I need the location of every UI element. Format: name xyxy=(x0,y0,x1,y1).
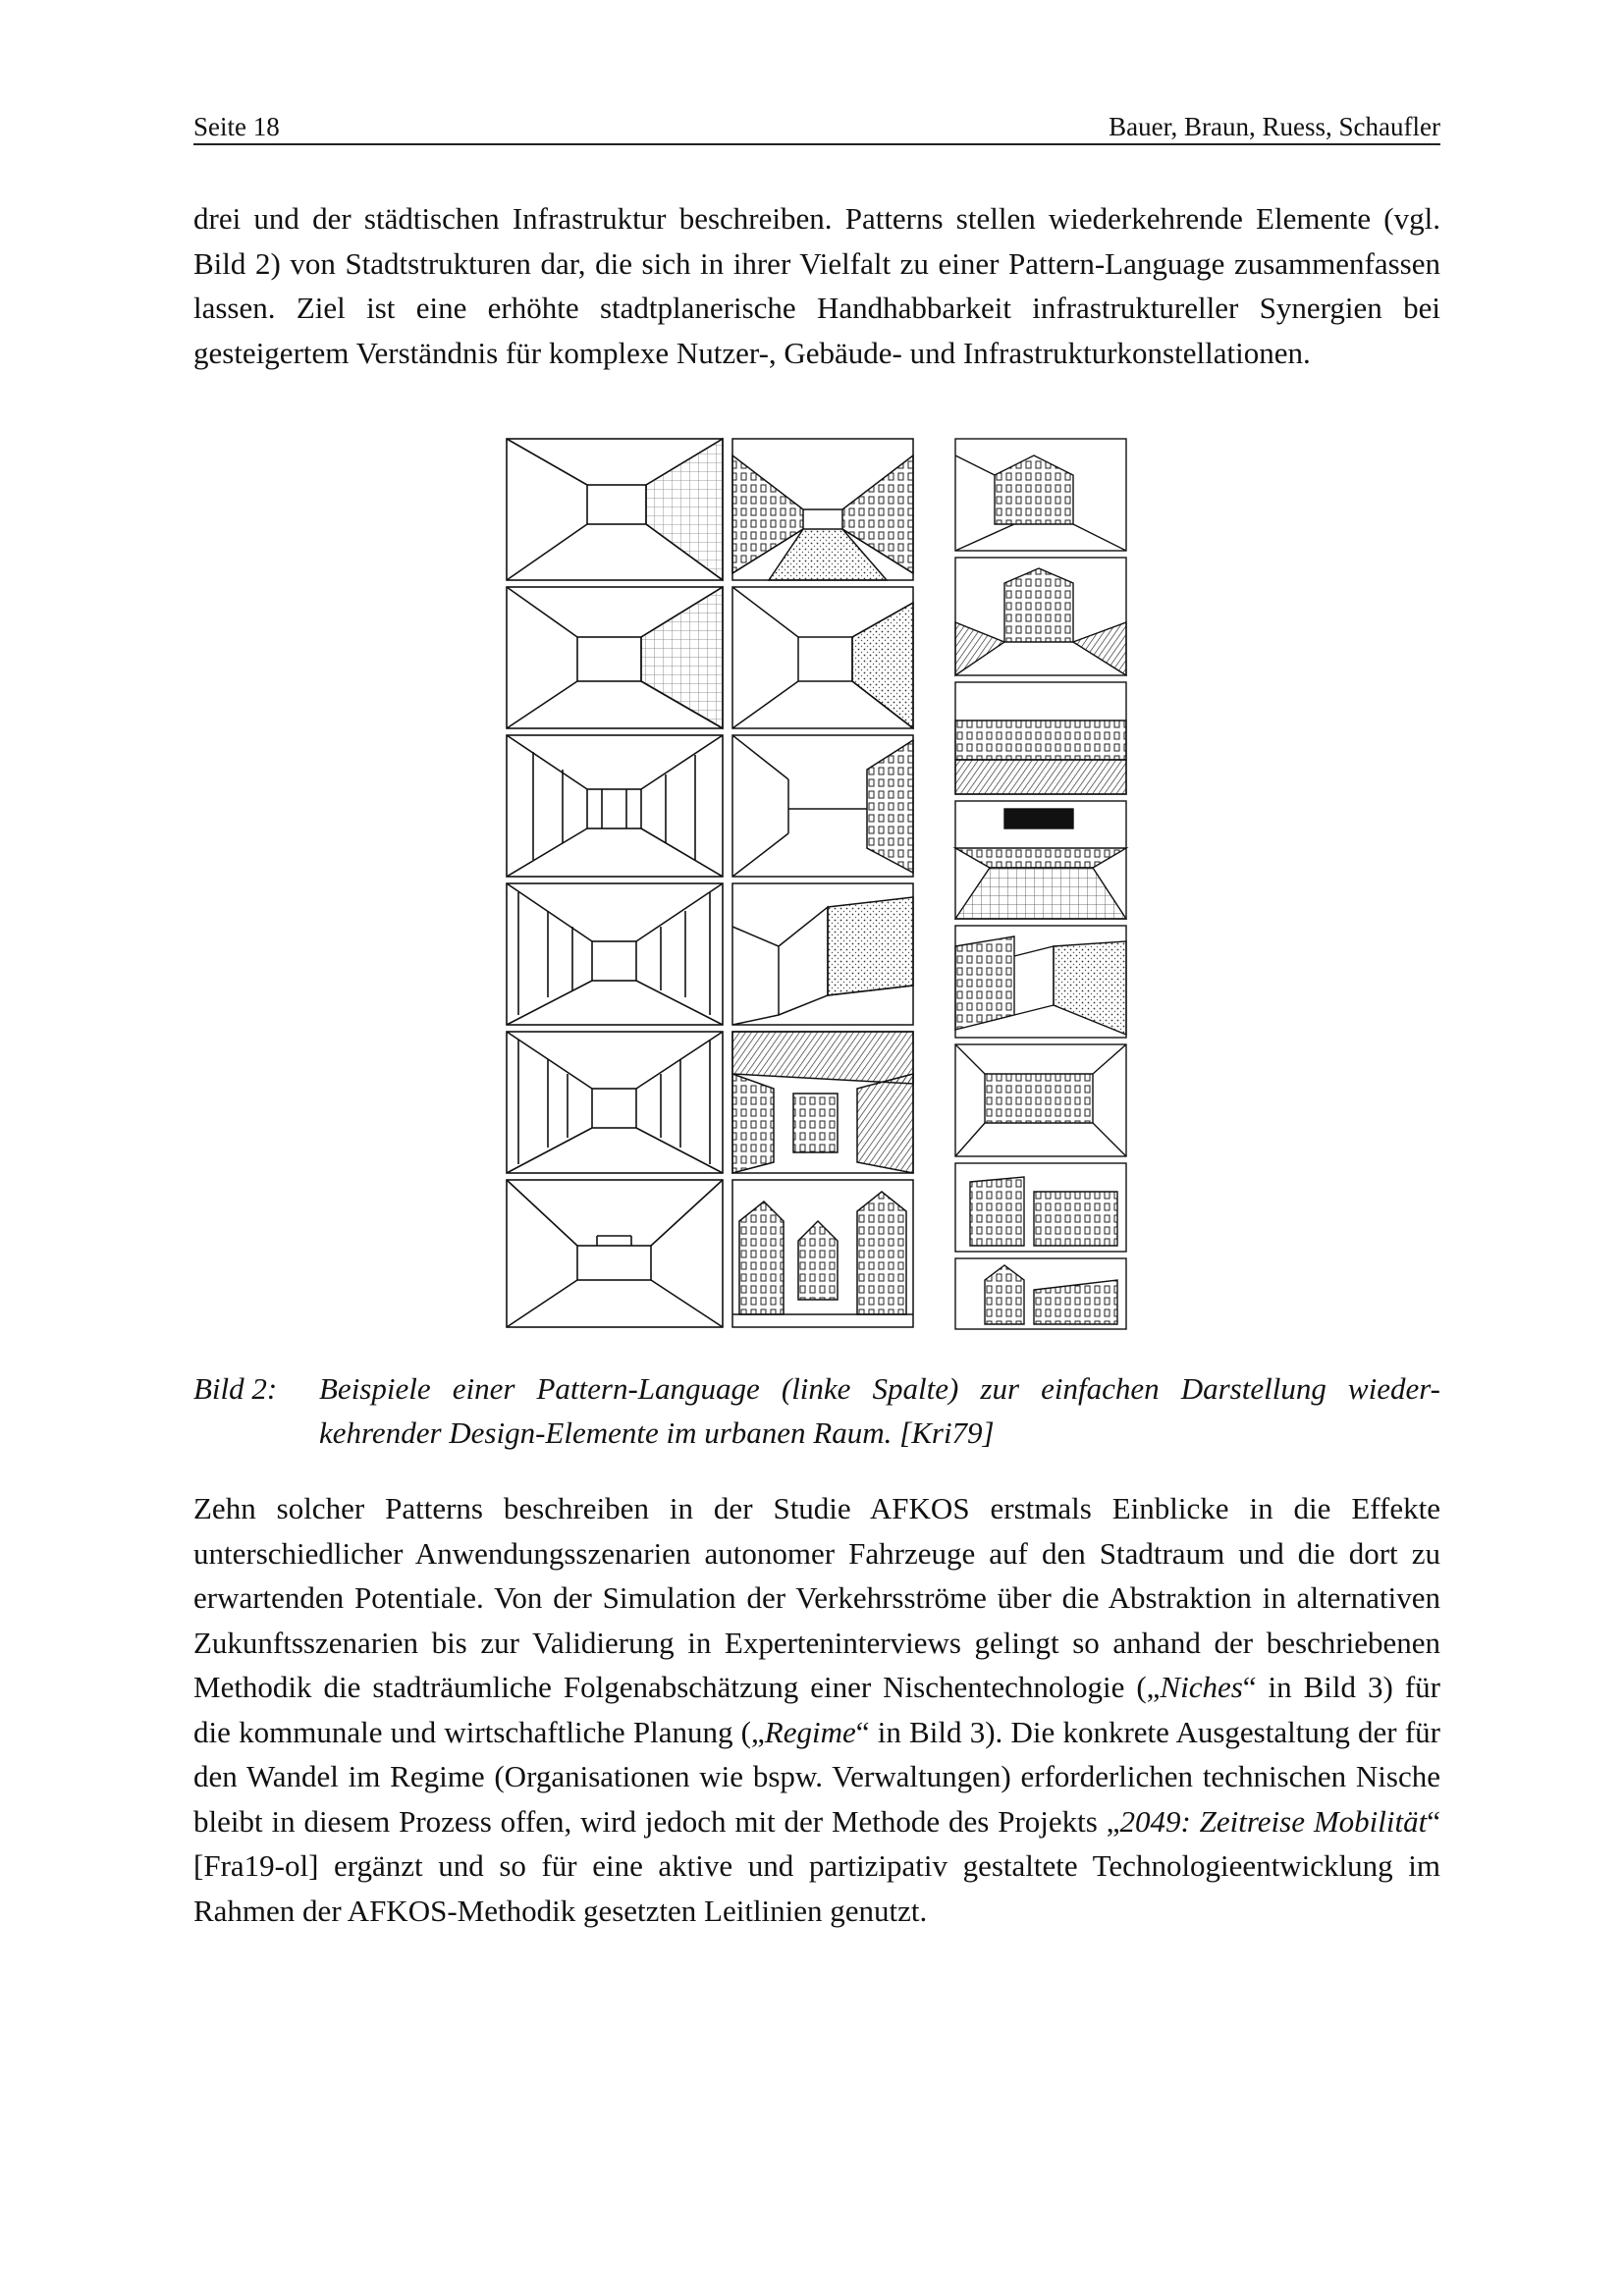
author-list: Bauer, Braun, Ruess, Schaufler xyxy=(1109,112,1440,141)
caption-label: Bild 2: xyxy=(193,1371,278,1406)
regime-term: Regime xyxy=(764,1714,856,1749)
example-sketch xyxy=(955,1258,1126,1329)
street-sketch xyxy=(732,883,913,1025)
pattern-sketch xyxy=(507,1032,723,1173)
pattern-language-figure xyxy=(504,436,1130,1331)
street-sketch xyxy=(732,1180,913,1327)
street-sketch xyxy=(732,587,913,728)
paragraph-body-text: “ in Bild 3). Die konkrete Ausgestaltung der für den Wandel im Regime (Organisationen wie bspw. Verwaltungen) erforderlichen technischen Nische bleibt in diesem Prozess offen, wird jedoch mit der Methode des Projekts „ xyxy=(193,1714,1441,1839)
middle-column-sketches xyxy=(732,439,913,1327)
paragraph-body-text: “ in Bild 3) für die kommunale und wirtschaftliche Planung („ xyxy=(193,1670,1440,1749)
paragraph-body-text: Zehn solcher Patterns beschreiben in der Studie AFKOS erstmals Einblicke in die Effekte unterschiedlicher Anwendungsszenarien autonomer Fahrzeuge auf den Stadtraum und die dort zu erwartenden Potentiale. Von der Simulation der Verkehrsströme über die Abstraktion in alternativen Zukunftsszenarien bis zur Validierung in Experteninterviews gelingt so anhand der beschriebenen Methodik die stadträumliche Folgenabschätzung einer Nischentechnologie („ xyxy=(193,1491,1440,1704)
example-sketch xyxy=(955,1044,1126,1156)
caption-line-1: Beispiele einer Pattern-Language (linke Spalte) zur einfachen Darstellung wieder- xyxy=(319,1371,1440,1406)
paragraph-intro: drei und der städtischen Infrastruktur beschreiben. Patterns stellen wiederkehrende Elemente (vgl. Bild 2) von Stadtstrukturen dar, die sich in ihrer Vielfalt zu einer Pattern-Language zusammenfassen lassen. Ziel ist eine erhöhte stadtplanerische Handhabbarkeit infrastruktureller Synergien bei gesteigertem Verständnis für komplexe Nutzer-, Gebäude- und Infrastrukturkonstellationen. xyxy=(193,201,1440,370)
caption-line-2: kehrender Design-Elemente im urbanen Raum. [Kri79] xyxy=(319,1415,995,1450)
street-sketch xyxy=(732,1032,913,1173)
page-number: Seite 18 xyxy=(193,112,280,141)
caption-text xyxy=(319,1366,1440,1455)
project-title: 2049: Zeitreise Mobilität xyxy=(1119,1803,1428,1839)
pattern-sketch xyxy=(507,439,723,580)
sketch-grid xyxy=(504,436,1130,1331)
street-sketch xyxy=(732,439,913,580)
pattern-sketch xyxy=(507,735,723,877)
left-column-patterns xyxy=(507,439,723,1327)
example-sketch xyxy=(955,801,1126,919)
paragraph-body xyxy=(193,1486,1440,1933)
pattern-sketch xyxy=(507,883,723,1025)
example-sketch xyxy=(955,439,1126,551)
pattern-sketch xyxy=(507,1180,723,1327)
paragraph-body-text: “ [Fra19-ol] ergänzt und so für eine aktive und partizipativ gestaltete Technologieentwicklung im Rahmen der AFKOS-Methodik gesetzten Leitlinien genutzt. xyxy=(193,1803,1441,1928)
page-header xyxy=(193,110,1440,145)
example-sketch xyxy=(955,1163,1126,1252)
example-sketch xyxy=(955,682,1126,794)
right-column-examples xyxy=(955,439,1126,1329)
street-sketch xyxy=(732,735,913,877)
example-sketch xyxy=(955,926,1126,1038)
pattern-sketch xyxy=(507,587,723,728)
example-sketch xyxy=(955,558,1126,675)
niches-term: Niches xyxy=(1160,1670,1243,1704)
